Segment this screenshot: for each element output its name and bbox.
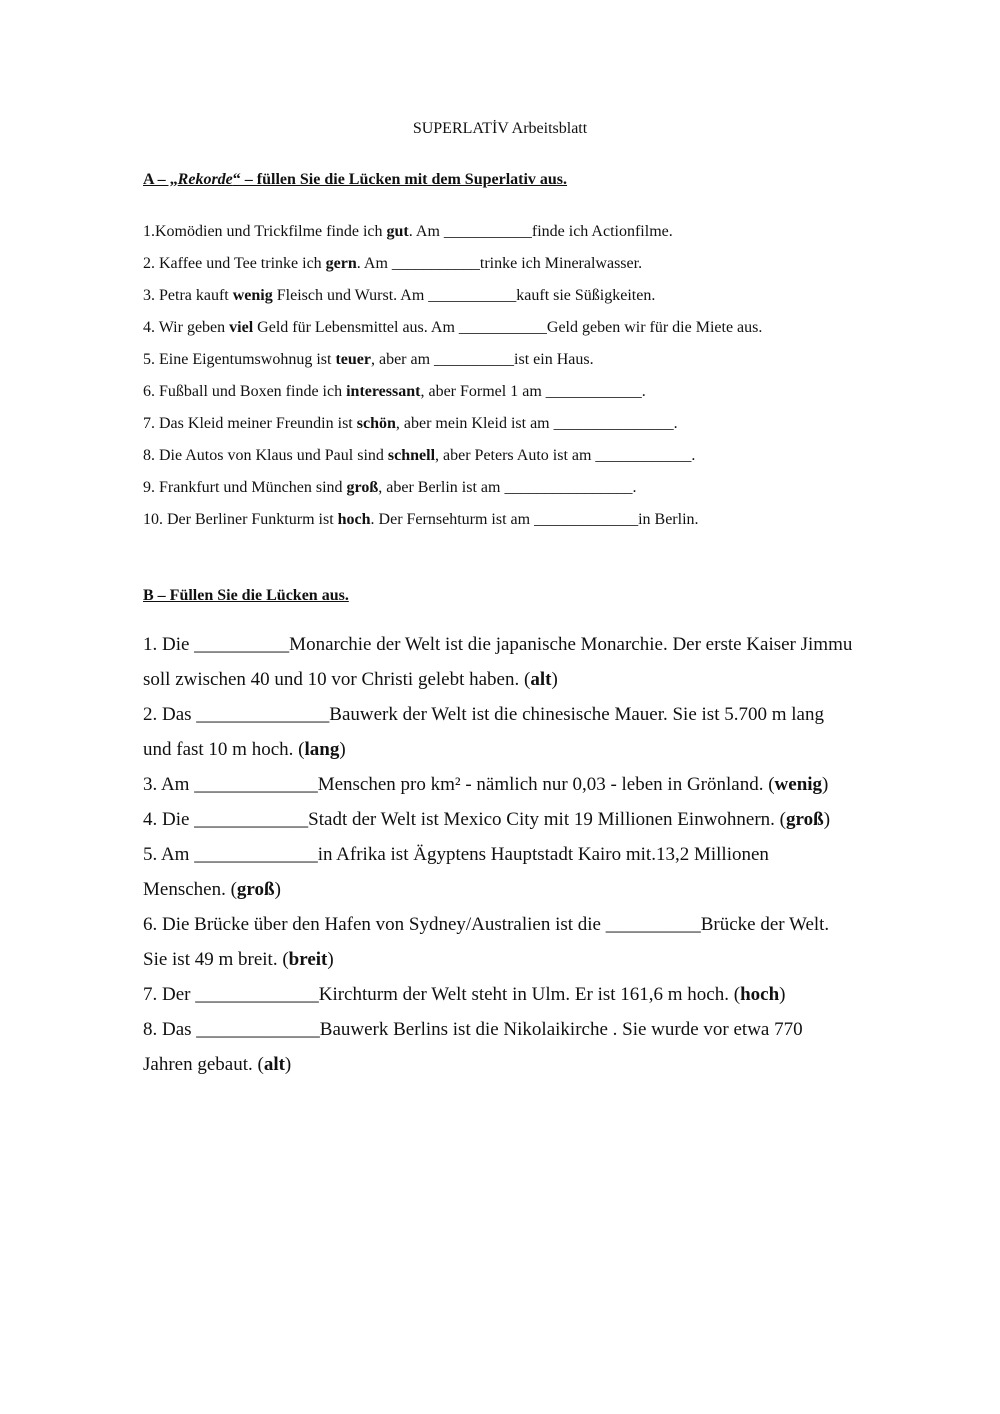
item-adjective: gern [325,255,357,272]
item-adjective: breit [288,949,328,970]
section-a-heading-suffix: “ – füllen Sie die Lücken mit dem Superlativ aus. [232,171,568,188]
item-text: 4. Wir geben [143,319,230,336]
exercise-item [143,280,843,312]
exercise-item [143,248,843,280]
exercise-item [143,472,843,504]
item-text: , aber Peters Auto ist am ____________. [435,447,696,464]
item-adjective: viel [229,319,254,336]
item-text: 10. Der Berliner Funkturm ist [143,511,338,528]
section-a-heading [143,170,567,190]
item-text: . Am ___________finde ich Actionfilme. [408,223,673,240]
exercise-item [143,216,843,248]
item-adjective: schnell [387,447,436,464]
item-text: 2. Das ______________Bauwerk der Welt ist die chinesische Mauer. Sie ist 5.700 m lang und fast 10 m hoch. ( [143,704,824,760]
item-text: . Der Fernsehturm ist am _____________in Berlin. [370,511,699,528]
item-text: 5. Eine Eigentumswohnug ist [143,351,336,368]
exercise-item [143,376,843,408]
item-adjective: alt [263,1054,285,1075]
item-text: ) [339,739,346,760]
exercise-item [143,627,853,697]
exercise-item [143,977,853,1012]
exercise-item [143,440,843,472]
item-text: 2. Kaffee und Tee trinke ich [143,255,326,272]
section-b-heading: B – Füllen Sie die Lücken aus. [143,587,349,604]
item-text: ) [822,774,829,795]
section-a-heading-prefix: A – „ [143,171,178,188]
item-text: 8. Das _____________Bauwerk Berlins ist die Nikolaikirche . Sie wurde vor etwa 770 Jahren gebaut. ( [143,1019,803,1075]
exercise-item [143,344,843,376]
exercise-item [143,697,853,767]
item-adjective: hoch [337,511,371,528]
item-adjective: groß [236,879,275,900]
item-adjective: schön [356,415,396,432]
exercise-item [143,312,843,344]
exercise-item [143,408,843,440]
item-text: 9. Frankfurt und München sind [143,479,347,496]
item-text: . Am ___________trinke ich Mineralwasser. [356,255,643,272]
item-text: ) [284,1054,292,1075]
item-text: 4. Die ____________Stadt der Welt ist Mexico City mit 19 Millionen Einwohnern. ( [143,809,787,830]
exercise-item [143,1012,853,1082]
item-adjective: hoch [740,984,780,1005]
item-adjective: gut [386,223,409,240]
item-text: 6. Fußball und Boxen finde ich [143,383,347,400]
exercise-item [143,504,843,536]
section-a-heading-italic: Rekorde [177,171,233,188]
item-text: 5. Am _____________in Afrika ist Ägyptens Hauptstadt Kairo mit.13,2 Millionen Menschen. ( [143,844,769,900]
section-b-exercise-list [143,627,853,1082]
item-text: Geld für Lebensmittel aus. Am ___________Geld geben wir für die Miete aus. [253,319,763,336]
item-text: ) [779,984,786,1005]
item-text: 3. Am _____________Menschen pro km² - nämlich nur 0,03 - leben in Grönland. ( [143,774,775,795]
item-adjective: alt [530,669,552,690]
item-adjective: teuer [335,351,371,368]
item-text: Fleisch und Wurst. Am ___________kauft sie Süßigkeiten. [272,287,656,304]
item-adjective: wenig [232,287,273,304]
item-text: ) [551,669,558,690]
item-text: , aber Formel 1 am ____________. [420,383,646,400]
item-text: 3. Petra kauft [143,287,233,304]
item-text: , aber mein Kleid ist am _______________. [395,415,678,432]
item-text: 7. Das Kleid meiner Freundin ist [143,415,357,432]
exercise-item [143,767,853,802]
item-text: , aber Berlin ist am ________________. [378,479,637,496]
item-text: 8. Die Autos von Klaus und Paul sind [143,447,388,464]
item-text: 1.Komödien und Trickfilme finde ich [143,223,387,240]
item-text: ) [327,949,334,970]
item-text: 1. Die __________Monarchie der Welt ist die japanische Monarchie. Der erste Kaiser Jimmu soll zwischen 40 und 10 vor Christi gelebt haben. ( [143,634,853,690]
item-adjective: groß [786,809,824,830]
item-adjective: groß [346,479,379,496]
exercise-item [143,802,853,837]
section-a-exercise-list [143,216,843,536]
item-text: , aber am __________ist ein Haus. [370,351,594,368]
item-adjective: wenig [774,774,823,795]
item-text: ) [823,809,831,830]
item-adjective: lang [304,739,340,760]
item-text: 6. Die Brücke über den Hafen von Sydney/Australien ist die __________Brücke der Welt. Sie ist 49 m breit. ( [143,914,830,970]
page-title: SUPERLATİV Arbeitsblatt [412,120,588,137]
exercise-item [143,907,853,977]
item-adjective: interessant [346,383,421,400]
exercise-item [143,837,853,907]
item-text: ) [274,879,281,900]
item-text: 7. Der _____________Kirchturm der Welt steht in Ulm. Er ist 161,6 m hoch. ( [143,984,741,1005]
